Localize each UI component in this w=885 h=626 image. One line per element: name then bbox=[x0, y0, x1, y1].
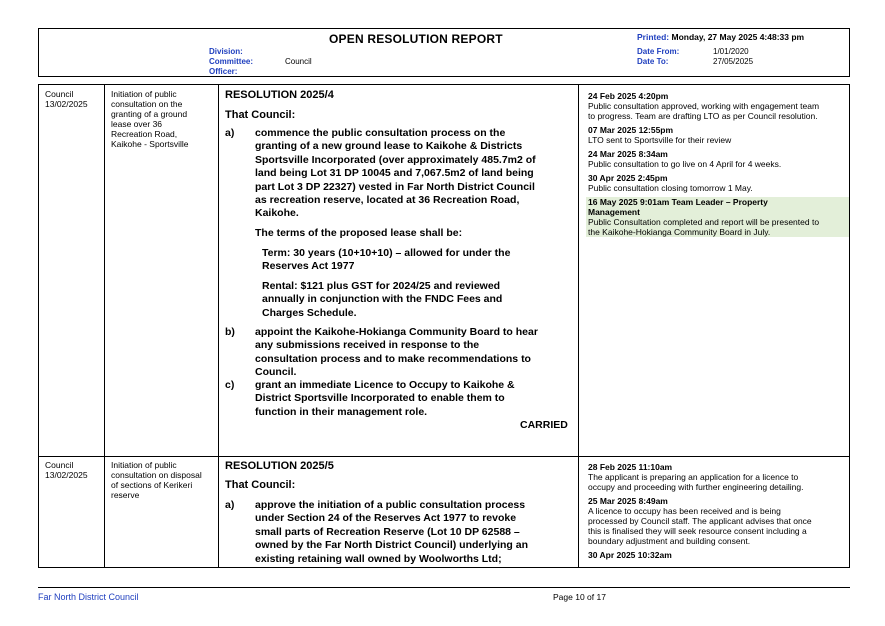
resolution-line: part Lot 3 DP 22327) vested in Far North District Council bbox=[255, 180, 535, 193]
note-timestamp: 28 Feb 2025 11:10am bbox=[588, 462, 673, 472]
carried-label: CARRIED bbox=[520, 419, 568, 431]
resolution-line: Council. bbox=[255, 366, 297, 379]
resolution-line: land being Lot 31 DP 10045 and 7,067.5m2 of land being bbox=[255, 167, 534, 180]
resolution-line: small parts of Recreation Reserve (Lot 10 DP 62588 – bbox=[255, 525, 520, 538]
column-divider bbox=[578, 85, 579, 567]
resolution-title: RESOLUTION 2025/5 bbox=[225, 460, 334, 472]
subject-cell bbox=[111, 460, 216, 500]
note-text: Public consultation closing tomorrow 1 May. bbox=[588, 183, 753, 193]
note-timestamp: 07 Mar 2025 12:55pm bbox=[588, 125, 674, 135]
resolution-line: function in their management role. bbox=[255, 405, 428, 418]
column-divider bbox=[218, 85, 219, 567]
progress-note bbox=[588, 125, 850, 145]
subject-line: Initiation of public bbox=[111, 89, 177, 99]
resolution-line: existing retaining wall owned by Woolworths Ltd; bbox=[255, 552, 502, 565]
subject-line: Recreation Road, bbox=[111, 129, 178, 139]
printed-stamp bbox=[637, 32, 804, 42]
progress-note bbox=[588, 173, 850, 193]
resolution-line: grant an immediate Licence to Occupy to Kaikohe & bbox=[255, 379, 515, 391]
resolution-line: any submissions received in response to the bbox=[255, 339, 480, 352]
date-values bbox=[713, 47, 753, 67]
meeting-date: 13/02/2025 bbox=[45, 470, 88, 480]
subject-line: Kaikohe - Sportsville bbox=[111, 139, 189, 149]
note-timestamp: Management bbox=[588, 207, 640, 217]
footer-divider bbox=[38, 587, 850, 588]
subject-line: of sections of Kerikeri bbox=[111, 480, 193, 490]
resolution-line: Reserves Act 1977 bbox=[262, 260, 355, 273]
resolution-line: appoint the Kaikohe-Hokianga Community Board to hear bbox=[255, 326, 538, 338]
note-text: LTO sent to Sportsville for their review bbox=[588, 135, 732, 145]
subject-cell bbox=[111, 89, 216, 149]
date-from-value: 1/01/2020 bbox=[713, 47, 749, 56]
that-council-heading: That Council: bbox=[225, 109, 296, 121]
report-title: OPEN RESOLUTION REPORT bbox=[329, 32, 503, 46]
lease-rental bbox=[262, 280, 572, 320]
printed-label: Printed: bbox=[637, 32, 670, 42]
meeting-cell bbox=[45, 89, 88, 109]
resolution-title: RESOLUTION 2025/4 bbox=[225, 89, 334, 101]
subject-line: Initiation of public bbox=[111, 460, 177, 470]
resolution-table bbox=[38, 84, 850, 568]
note-text: the Kaikohe-Hokianga Community Board in July. bbox=[588, 227, 771, 237]
note-text: Public consultation approved, working with engagement team bbox=[588, 101, 820, 111]
note-timestamp: 16 May 2025 9:01am Team Leader – Property bbox=[588, 197, 768, 207]
progress-note bbox=[588, 550, 850, 560]
item-marker-a: a) bbox=[225, 127, 235, 139]
note-timestamp: 25 Mar 2025 8:49am bbox=[588, 496, 668, 506]
resolution-item-c bbox=[255, 379, 575, 419]
note-text: Public consultation to go live on 4 April for 4 weeks. bbox=[588, 159, 782, 169]
resolution-line: approve the initiation of a public consultation process bbox=[255, 499, 526, 511]
progress-note bbox=[588, 496, 850, 546]
progress-note-latest bbox=[586, 197, 849, 237]
note-text: boundary adjustment and building consent. bbox=[588, 536, 751, 546]
note-text: this is finalised they will seek resource consent including a bbox=[588, 526, 807, 536]
progress-note bbox=[588, 462, 850, 492]
resolution-line: under Section 24 of the Reserves Act 1977 to revoke bbox=[255, 512, 517, 525]
note-text: occupy and proceeding with further engineering detailing. bbox=[588, 482, 804, 492]
item-marker-a: a) bbox=[225, 499, 235, 511]
subject-line: consultation on the bbox=[111, 99, 183, 109]
report-header bbox=[38, 28, 850, 77]
resolution-line: Charges Schedule. bbox=[262, 306, 357, 319]
resolution-line: Kaikohe. bbox=[255, 207, 299, 220]
item-marker-b: b) bbox=[225, 326, 235, 338]
officer-label: Officer: bbox=[209, 67, 238, 76]
subject-line: reserve bbox=[111, 490, 140, 500]
footer-organisation: Far North District Council bbox=[38, 592, 139, 602]
row-divider bbox=[39, 456, 849, 457]
subject-line: granting of a ground bbox=[111, 109, 188, 119]
meeting-cell bbox=[45, 460, 88, 480]
meeting-name: Council bbox=[45, 89, 74, 99]
subject-line: consultation on disposal bbox=[111, 470, 202, 480]
note-text: processed by Council staff. The applicant advises that once bbox=[588, 516, 812, 526]
resolution-item-a bbox=[255, 499, 575, 566]
that-council-heading: That Council: bbox=[225, 479, 296, 491]
header-labels bbox=[209, 47, 253, 77]
note-timestamp: 24 Feb 2025 4:20pm bbox=[588, 91, 669, 101]
meeting-name: Council bbox=[45, 460, 74, 470]
column-divider bbox=[104, 85, 105, 567]
note-timestamp: 24 Mar 2025 8:34am bbox=[588, 149, 668, 159]
resolution-line: District Sportsville Incorporated to enable them to bbox=[255, 392, 505, 405]
resolution-line: Term: 30 years (10+10+10) – allowed for under the bbox=[262, 247, 511, 259]
note-text: to progress. Team are drafting LTO as per Council resolution. bbox=[588, 111, 818, 121]
note-text: Public Consultation completed and report will be presented to bbox=[588, 217, 820, 227]
date-from-label: Date From: bbox=[637, 47, 680, 56]
subject-line: lease over 36 bbox=[111, 119, 163, 129]
resolution-line: as recreation reserve, located at 36 Recreation Road, bbox=[255, 194, 520, 207]
resolution-line: owned by the Far North District Council) underlying an bbox=[255, 539, 529, 552]
lease-term bbox=[262, 247, 572, 274]
committee-label: Committee: bbox=[209, 57, 254, 66]
committee-value: Council bbox=[285, 57, 312, 66]
date-to-label: Date To: bbox=[637, 57, 669, 66]
progress-note bbox=[588, 149, 850, 169]
meeting-date: 13/02/2025 bbox=[45, 99, 88, 109]
note-text: The applicant is preparing an application for a licence to bbox=[588, 472, 799, 482]
note-text: A licence to occupy has been received and is being bbox=[588, 506, 781, 516]
page-number: Page 10 of 17 bbox=[553, 592, 606, 602]
division-label: Division: bbox=[209, 47, 243, 56]
resolution-line: commence the public consultation process on the bbox=[255, 127, 506, 139]
note-timestamp: 30 Apr 2025 10:32am bbox=[588, 550, 672, 560]
resolution-item-a bbox=[255, 127, 575, 221]
date-to-value: 27/05/2025 bbox=[713, 57, 754, 66]
progress-note bbox=[588, 91, 850, 121]
resolution-line: consultation process and to make recommendations to bbox=[255, 352, 531, 365]
resolution-line: Rental: $121 plus GST for 2024/25 and reviewed bbox=[262, 280, 501, 292]
resolution-line: granting of a new ground lease to Kaikohe & Districts bbox=[255, 140, 523, 153]
resolution-line: annually in conjunction with the FNDC Fees and bbox=[262, 293, 503, 306]
terms-intro: The terms of the proposed lease shall be: bbox=[255, 227, 463, 239]
date-labels bbox=[637, 47, 679, 67]
item-marker-c: c) bbox=[225, 379, 235, 391]
printed-value: Monday, 27 May 2025 4:48:33 pm bbox=[671, 32, 805, 42]
note-timestamp: 30 Apr 2025 2:45pm bbox=[588, 173, 668, 183]
resolution-line: Sportsville Incorporated (over approximately 485.7m2 of bbox=[255, 153, 536, 166]
resolution-item-b bbox=[255, 326, 575, 380]
